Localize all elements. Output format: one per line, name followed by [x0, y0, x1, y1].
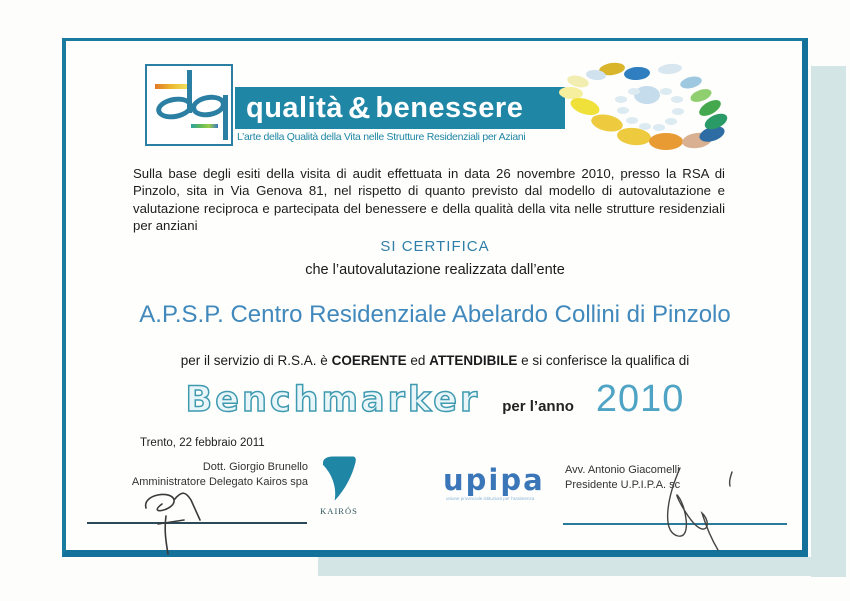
spiral-dot	[617, 107, 629, 114]
brand-tagline: L’arte della Qualità della Vita nelle Strutture Residenziali per Aziani	[237, 131, 526, 143]
qb-logo-strip-cool	[191, 124, 219, 129]
spiral-dot	[624, 66, 651, 81]
brand-word-qualita: qualità	[246, 91, 343, 124]
spiral-dot	[615, 96, 627, 103]
kairos-logo-icon	[318, 453, 358, 505]
brand-word-benessere: benessere	[375, 91, 524, 124]
qualification-coerente: COERENTE	[331, 353, 407, 368]
spiral-dot	[679, 74, 703, 90]
qb-logo	[145, 64, 233, 146]
certify-heading: SI CERTIFICA	[380, 238, 490, 255]
brand-band	[235, 87, 565, 129]
spiral-dot	[639, 123, 651, 130]
award-for-label: per l’anno	[502, 398, 574, 415]
scan-shadow-bottom	[318, 557, 846, 576]
qualification-pre: per il servizio di R.S.A. è	[180, 353, 332, 368]
spiral-dot	[671, 96, 683, 103]
left-signatory	[88, 460, 308, 490]
scan-shadow-right	[811, 66, 846, 577]
place-date: Trento, 22 febbraio 2011	[140, 437, 265, 449]
award-row	[66, 378, 804, 421]
award-year: 2010	[595, 378, 685, 420]
right-signatory-role: Presidente U.P.I.P.A. sc	[565, 478, 681, 491]
right-signatory-name: Avv. Antonio Giacomelli	[565, 464, 680, 476]
qualification-attendibile: ATTENDIBILE	[429, 353, 518, 368]
certify-subline: che l’autovalutazione realizzata dall’ente	[305, 262, 565, 278]
qualification-mid: ed	[406, 353, 430, 368]
spiral-dot	[626, 117, 638, 124]
spiral-dot	[649, 133, 683, 150]
qualification-post: e si conferisce la qualifica di	[517, 353, 690, 368]
spiral-dot	[672, 108, 684, 115]
spiral-dot	[665, 118, 677, 125]
upipa-logo-text: upipa	[443, 463, 545, 497]
entity-name: A.P.S.P. Centro Residenziale Abelardo Collini di Pinzolo	[139, 301, 731, 328]
qb-logo-bowl-q	[155, 94, 195, 122]
kairos-logo-text: KAIRÓS	[320, 506, 358, 516]
qualification-line	[66, 353, 804, 368]
left-signatory-role: Amministratore Delegato Kairos spa	[131, 475, 308, 488]
award-title: Benchmarker	[185, 380, 481, 420]
qb-logo-strip-warm	[155, 84, 188, 89]
upipa-logo-tagline: unione provinciale istituzioni per l’assistenza	[446, 496, 535, 501]
qb-logo-acronym	[147, 66, 148, 67]
left-signatory-name: Dott. Giorgio Brunello	[202, 461, 308, 473]
left-signature-line	[87, 522, 307, 524]
spiral-dot	[628, 88, 640, 95]
spiral-dot	[653, 124, 665, 131]
spiral-dot	[658, 63, 683, 75]
right-signatory	[565, 463, 785, 493]
right-signature-line	[563, 523, 787, 525]
spiral-dot	[660, 88, 672, 95]
brand-ampersand: &	[347, 90, 371, 125]
intro-paragraph: Sulla base degli esiti della visita di audit effettuata in data 26 novembre 2010, presso la RSA di Pinzolo, sita in Via Genova 81, nel rispetto di quanto previsto dal modello di autovalutazione e valutazione reciproca e partecipata del benessere e della qualità della vita nelle strutture residenziali per anziani	[133, 166, 725, 234]
dots-spiral-decoration	[552, 56, 757, 156]
